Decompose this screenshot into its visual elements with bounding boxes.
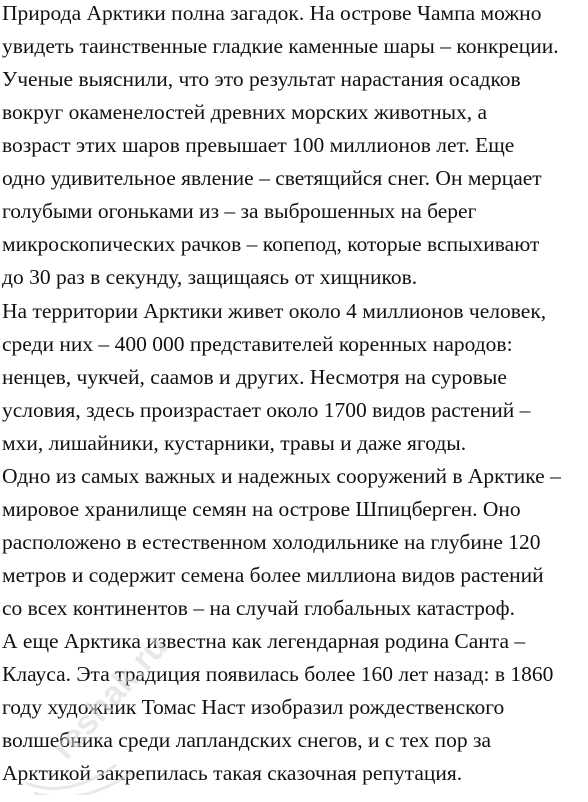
text-line: Клауса. Эта традиция появилась более 160 лет назад: в 1860 [2, 662, 554, 686]
text-line: Арктикой закрепилась такая сказочная репутация. [2, 761, 463, 785]
text-line: метров и содержит семена более миллиона видов растений [2, 563, 544, 587]
text-line: А еще Арктика известна как легендарная родина Санта – [2, 629, 526, 653]
text-line: Ученые выяснили, что это результат нарастания осадков [2, 67, 521, 91]
text-line: голубыми огоньками из – за выброшенных на берег [2, 199, 477, 223]
text-line: ненцев, чукчей, саамов и других. Несмотря на суровые [2, 365, 507, 389]
text-line: увидеть таинственные гладкие каменные шары – конкреции. [2, 34, 559, 58]
text-line: Одно из самых важных и надежных сооружений в Арктике – [2, 464, 561, 488]
text-line: вокруг окаменелостей древних морских животных, а [2, 100, 488, 124]
text-line: Природа Арктики полна загадок. На острове Чампа можно [2, 1, 542, 25]
text-line: На территории Арктики живет около 4 миллионов человек, [2, 299, 547, 323]
text-line: мхи, лишайники, кустарники, травы и даже ягоды. [2, 431, 467, 455]
text-line: со всех континентов – на случай глобальных катастроф. [2, 596, 515, 620]
text-line: микроскопических рачков – копепод, которые вспыхивают [2, 232, 540, 256]
text-line: среди них – 400 000 представителей коренных народов: [2, 332, 513, 356]
text-line: волшебника среди лапландских снегов, и с тех пор за [2, 728, 492, 752]
text-line: одно удивительное явление – светящийся снег. Он мерцает [2, 166, 542, 190]
text-line: условия, здесь произрастает около 1700 видов растений – [2, 398, 531, 422]
svg-text:reshak.ru: reshak.ru [44, 627, 176, 767]
text-line: расположено в естественном холодильнике на глубине 120 [2, 530, 541, 554]
text-line: мировое хранилище семян на острове Шпицберген. Оно [2, 497, 521, 521]
text-line: возраст этих шаров превышает 100 миллионов лет. Еще [2, 133, 515, 157]
text-line: году художник Томас Наст изобразил рождественского [2, 695, 505, 719]
text-line: до 30 раз в секунду, защищаясь от хищников. [2, 265, 418, 289]
